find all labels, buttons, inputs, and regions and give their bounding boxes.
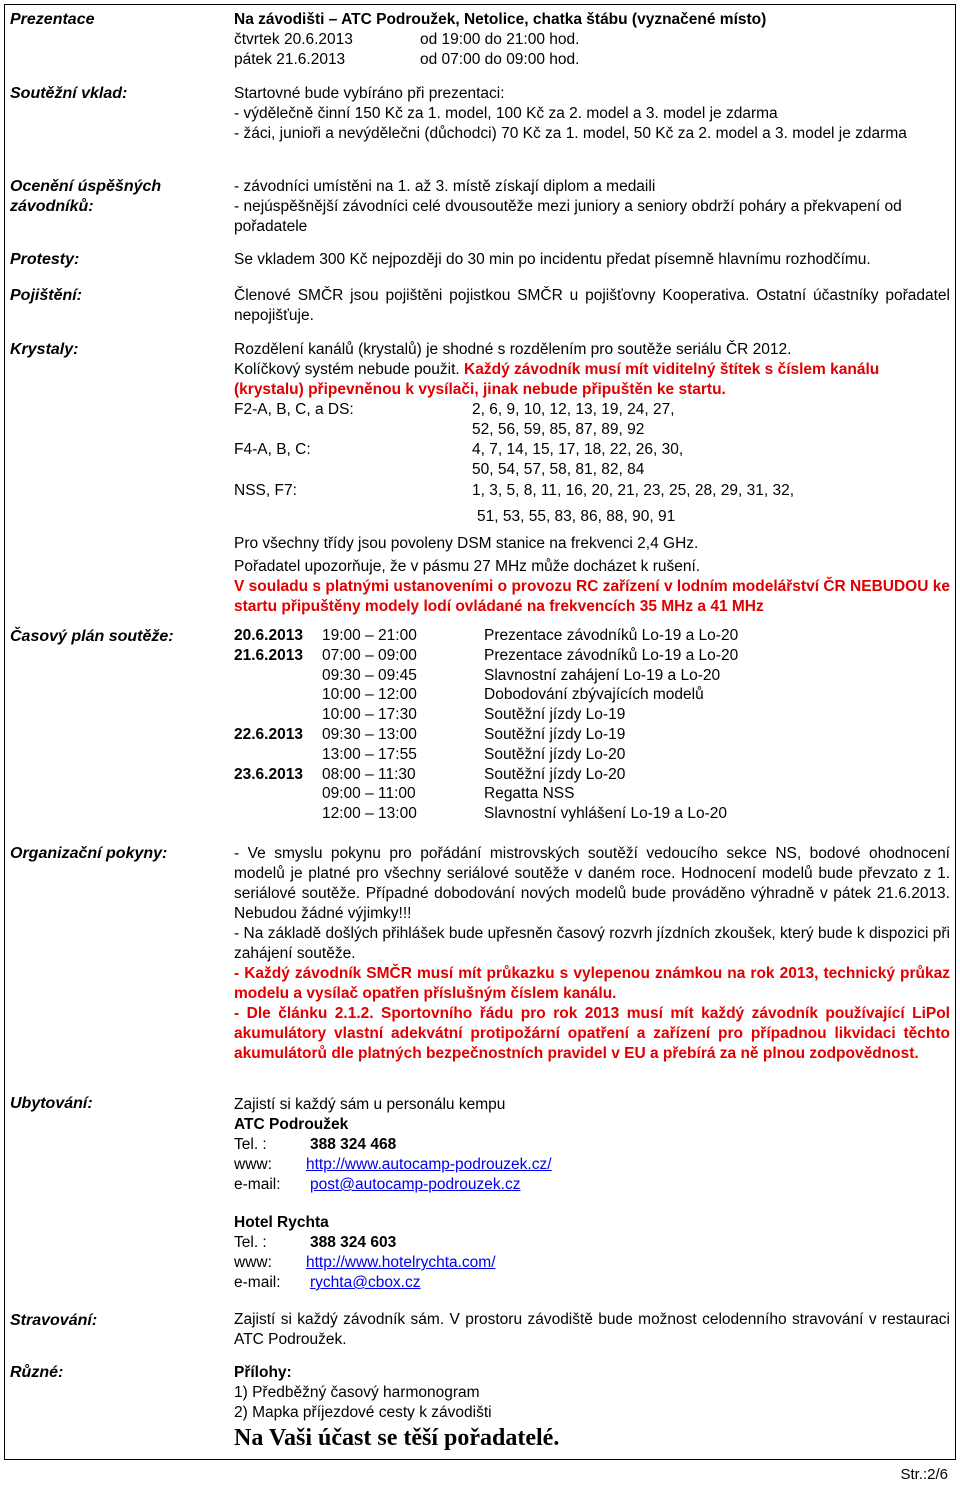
- schedule-row: 22.6.2013 09:30 – 13:00 Soutěžní jízdy Lo-19: [234, 725, 626, 743]
- atc-www-label: www:: [234, 1156, 272, 1173]
- ubytovani-section: [234, 1095, 950, 1293]
- schedule-row: 10:00 – 17:30 Soutěžní jízdy Lo-19: [322, 706, 626, 724]
- vklad-juniors: - žáci, junioři a nevýdělečni (důchodci) 70 Kč za 1. model, 50 Kč za 2. model a 3. model je zdarma: [234, 125, 907, 142]
- class-channels: 52, 56, 59, 85, 87, 89, 92: [472, 421, 645, 438]
- label-krystaly: Krystaly:: [10, 341, 79, 358]
- hotel-name: Hotel Rychta: [234, 1214, 329, 1231]
- hotel-www-link[interactable]: http://www.hotelrychta.com/: [306, 1254, 496, 1271]
- prezentace-place: Na závodišti – ATC Podroužek, Netolice, chatka štábu (vyznačené místo): [234, 11, 767, 28]
- organizacni-p1: - Ve smyslu pokynu pro pořádání mistrovských soutěží vedoucího sekce NS, bodové ohodnocení modelů je platné pro všechny seriálové soutěže v daném roce. Hodnocení modelů bude převzato z 1. seriálové soutěže. Případné dobodování nových modelů bude prováděno výhradně v pátek 21.6.2013. Nebudou žádné výjimky!!!: [234, 845, 950, 922]
- label-oceneni-2: závodníků:: [10, 198, 94, 215]
- vklad-section: [234, 84, 950, 144]
- protesty-text: Se vkladem 300 Kč nejpozději do 30 min po incidentu předat písemně hlavnímu rozhodčímu.: [234, 251, 871, 268]
- atc-tel: 388 324 468: [310, 1136, 397, 1153]
- vklad-intro: Startovné bude vybíráno při prezentaci:: [234, 85, 505, 102]
- class-channels: 1, 3, 5, 8, 11, 16, 20, 21, 23, 25, 28, 29, 31, 32,: [472, 482, 795, 499]
- class-name: F4-A, B, C:: [234, 441, 311, 458]
- prezentace-time-2: od 07:00 do 09:00 hod.: [420, 51, 580, 68]
- vklad-adults: - výdělečně činní 150 Kč za 1. model, 100 Kč za 2. model a 3. model je zdarma: [234, 105, 778, 122]
- schedule-table: [234, 626, 738, 824]
- class-channels: 4, 7, 14, 15, 17, 18, 22, 26, 30,: [472, 441, 684, 458]
- schedule-row: 13:00 – 17:55 Soutěžní jízdy Lo-20: [322, 745, 626, 763]
- krystaly-kolickovy: Kolíčkový systém nebude použit.: [234, 361, 460, 378]
- pojisteni-text: Členové SMČR jsou pojištěni pojistkou SMČR u pojišťovny Kooperativa. Ostatní účastníky pořadatel nepojišťuje.: [234, 287, 950, 324]
- schedule-row: 23.6.2013 08:00 – 11:30 Soutěžní jízdy Lo-20: [234, 765, 626, 783]
- label-stravovani: Stravování:: [10, 1312, 98, 1329]
- krystaly-27mhz-warning: Pořadatel upozorňuje, že v pásmu 27 MHz může docházet k rušení.: [234, 558, 701, 575]
- schedule-row: 10:00 – 12:00 Dobodování zbývajících modelů: [322, 686, 704, 704]
- class-channels: 50, 54, 57, 58, 81, 82, 84: [472, 461, 645, 478]
- class-channels: 2, 6, 9, 10, 12, 13, 19, 24, 27,: [472, 401, 675, 418]
- page-number: Str.:2/6: [900, 1466, 948, 1483]
- label-prezentace: Prezentace: [10, 11, 95, 28]
- oceneni-line-1: - závodníci umístěni na 1. až 3. místě získají diplom a medaili: [234, 178, 656, 195]
- organizacni-p3: - Každý závodník SMČR musí mít průkazku s vylepenou známkou na rok 2013, technický průkaz modelu a vysílač opatřen příslušným číslem kanálu.: [234, 965, 950, 1002]
- hotel-email-link[interactable]: rychta@cbox.cz: [310, 1274, 421, 1291]
- class-name: NSS, F7:: [234, 482, 297, 499]
- schedule-row: 09:00 – 11:00 Regatta NSS: [322, 785, 575, 803]
- priloha-1: 1) Předběžný časový harmonogram: [234, 1384, 480, 1401]
- label-pojisteni: Pojištění:: [10, 287, 83, 304]
- label-protesty: Protesty:: [10, 251, 80, 268]
- atc-tel-label: Tel. :: [234, 1136, 267, 1153]
- atc-email-link[interactable]: post@autocamp-podrouzek.cz: [310, 1176, 521, 1193]
- prezentace-date-1: čtvrtek 20.6.2013: [234, 31, 353, 48]
- schedule-row: 20.6.2013 19:00 – 21:00 Prezentace závodníků Lo-19 a Lo-20: [234, 627, 739, 644]
- label-ruzne: Různé:: [10, 1364, 64, 1381]
- oceneni-section: [234, 177, 950, 237]
- schedule-row: 12:00 – 13:00 Slavnostní vyhlášení Lo-19 a Lo-20: [322, 805, 727, 823]
- hotel-tel-label: Tel. :: [234, 1234, 267, 1251]
- organizacni-p2: - Na základě došlých přihlášek bude upřesněn časový rozvrh jízdních zkoušek, který bude k dispozici při zahájení soutěže.: [234, 925, 950, 962]
- krystaly-intro: Rozdělení kanálů (krystalů) je shodné s rozdělením pro soutěže seriálu ČR 2012.: [234, 341, 792, 358]
- oceneni-line-2: - nejúspěšnější závodníci celé dvousoutěže mezi juniory a seniory obdrží poháry a překvapení od pořadatele: [234, 198, 902, 235]
- stravovani-text: Zajistí si každý závodník sám. V prostoru závodiště bude možnost celodenního stravování v restauraci ATC Podroužek.: [234, 1311, 950, 1348]
- schedule-row: 21.6.2013 07:00 – 09:00 Prezentace závodníků Lo-19 a Lo-20: [234, 646, 739, 664]
- organizacni-p4: - Dle článku 2.1.2. Sportovního řádu pro rok 2013 musí mít každý závodník používající LiPol akumulátory vlastní adekvátní protipožární opatření a zařízení pro případnou likvidaci těchto akumulátorů dle platných bezpečnostních pravidel v EU a přebírá za ně plnou zodpovědnost.: [234, 1005, 950, 1062]
- hotel-tel: 388 324 603: [310, 1234, 397, 1251]
- atc-www-link[interactable]: http://www.autocamp-podrouzek.cz/: [306, 1156, 552, 1173]
- krystaly-section: [234, 340, 950, 617]
- label-ubytovani: Ubytování:: [10, 1095, 93, 1112]
- class-name: F2-A, B, C, a DS:: [234, 401, 354, 418]
- krystaly-label-warning: Každý závodník musí mít viditelný štítek s číslem kanálu (krystalu) připevněnou k vysílači, jinak nebude připuštěn ke startu.: [234, 361, 880, 398]
- ubytovani-intro: Zajistí si každý sám u personálu kempu: [234, 1096, 506, 1113]
- prezentace-time-1: od 19:00 do 21:00 hod.: [420, 31, 580, 48]
- priloha-2: 2) Mapka příjezdové cesty k závodišti: [234, 1404, 492, 1421]
- closing-text: Na Vaši účast se těší pořadatelé.: [234, 1425, 560, 1451]
- label-oceneni-1: Ocenění úspěšných: [10, 178, 162, 195]
- organizacni-section: [234, 844, 950, 1064]
- prilohy-title: Přílohy:: [234, 1364, 292, 1381]
- krystaly-frequency-ban: V souladu s platnými ustanoveními o provozu RC zařízení v lodním modelářství ČR NEBUDOU ke startu připuštěny modely lodí ovládané na frekvencích 35 MHz a 41 MHz: [234, 578, 950, 615]
- ruzne-section: [234, 1363, 950, 1453]
- schedule-row: 09:30 – 09:45 Slavnostní zahájení Lo-19 a Lo-20: [322, 666, 721, 684]
- prezentace-section: [234, 10, 950, 70]
- atc-name: ATC Podroužek: [234, 1116, 349, 1133]
- prezentace-date-2: pátek 21.6.2013: [234, 51, 346, 68]
- label-vklad: Soutěžní vklad:: [10, 85, 128, 102]
- krystaly-dsm: Pro všechny třídy jsou povoleny DSM stanice na frekvenci 2,4 GHz.: [234, 535, 699, 552]
- hotel-email-label: e-mail:: [234, 1274, 281, 1291]
- class-channels: 51, 53, 55, 83, 86, 88, 90, 91: [477, 508, 676, 525]
- atc-email-label: e-mail:: [234, 1176, 281, 1193]
- label-organizacni: Organizační pokyny:: [10, 845, 168, 862]
- hotel-www-label: www:: [234, 1254, 272, 1271]
- label-casovy-plan: Časový plán soutěže:: [10, 628, 174, 645]
